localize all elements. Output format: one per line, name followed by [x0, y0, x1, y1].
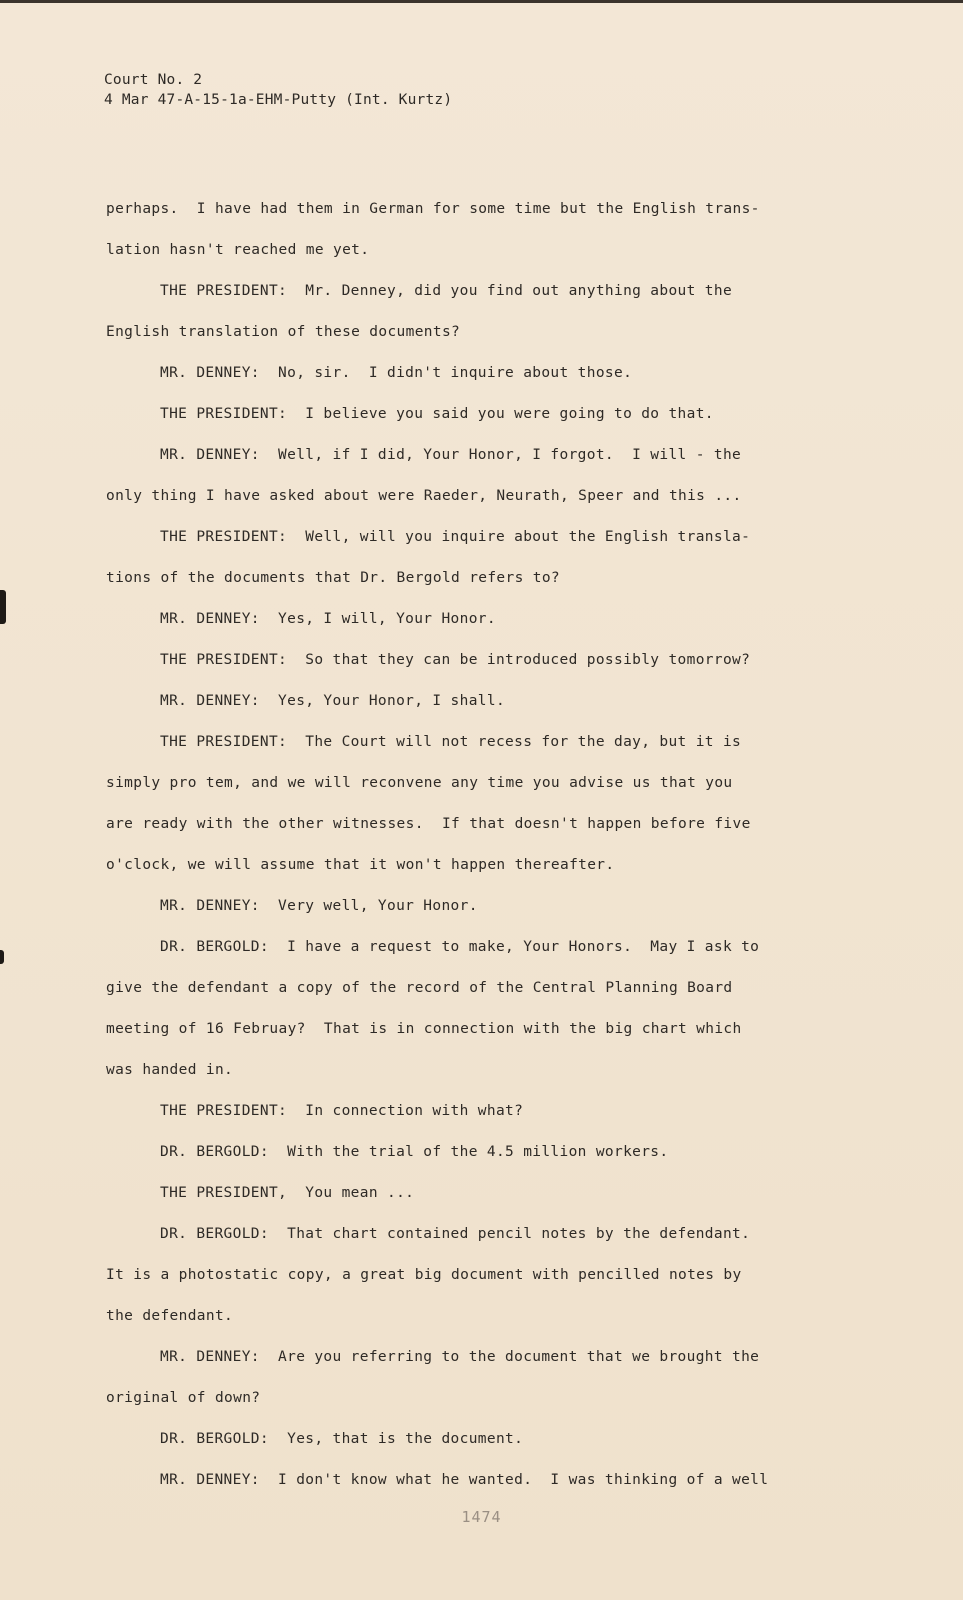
transcript-line: was handed in. — [106, 1062, 234, 1078]
transcript-line: the defendant. — [106, 1308, 234, 1324]
transcript-line: original of down? — [106, 1390, 261, 1406]
transcript-line: give the defendant a copy of the record of the Central Planning Board — [106, 980, 733, 996]
transcript-line: only thing I have asked about were Raeder, Neurath, Speer and this ... — [106, 488, 742, 504]
transcript-line: MR. DENNEY: Very well, Your Honor. — [160, 898, 478, 914]
transcript-line: MR. DENNEY: Yes, I will, Your Honor. — [160, 611, 496, 627]
transcript-line: DR. BERGOLD: That chart contained pencil notes by the defendant. — [160, 1226, 751, 1242]
transcript-line: MR. DENNEY: I don't know what he wanted. I was thinking of a well — [160, 1472, 769, 1488]
transcript-line: DR. BERGOLD: With the trial of the 4.5 million workers. — [160, 1144, 669, 1160]
court-number: Court No. 2 — [104, 72, 203, 88]
transcript-line: MR. DENNEY: Well, if I did, Your Honor, I forgot. I will - the — [160, 447, 742, 463]
transcript-line: THE PRESIDENT: In connection with what? — [160, 1103, 524, 1119]
document-reference: 4 Mar 47-A-15-1a-EHM-Putty (Int. Kurtz) — [104, 92, 453, 108]
transcript-line: o'clock, we will assume that it won't happen thereafter. — [106, 857, 615, 873]
transcript-line: It is a photostatic copy, a great big document with pencilled notes by — [106, 1267, 742, 1283]
transcript-line: lation hasn't reached me yet. — [106, 242, 370, 258]
transcript-line: English translation of these documents? — [106, 324, 461, 340]
transcript-line: MR. DENNEY: Are you referring to the document that we brought the — [160, 1349, 760, 1365]
transcript-line: are ready with the other witnesses. If that doesn't happen before five — [106, 816, 751, 832]
transcript-line: MR. DENNEY: Yes, Your Honor, I shall. — [160, 693, 506, 709]
transcript-line: MR. DENNEY: No, sir. I didn't inquire about those. — [160, 365, 633, 381]
transcript-line: THE PRESIDENT, You mean ... — [160, 1185, 415, 1201]
transcript-line: THE PRESIDENT: Well, will you inquire about the English transla- — [160, 529, 751, 545]
transcript-line: THE PRESIDENT: Mr. Denney, did you find out anything about the — [160, 283, 733, 299]
transcript-line: THE PRESIDENT: The Court will not recess for the day, but it is — [160, 734, 742, 750]
page-top-edge — [0, 0, 963, 3]
binding-mark — [0, 590, 6, 624]
transcript-line: DR. BERGOLD: I have a request to make, Your Honors. May I ask to — [160, 939, 760, 955]
transcript-line: simply pro tem, and we will reconvene any time you advise us that you — [106, 775, 733, 791]
transcript-body — [106, 189, 846, 1501]
page-number: 1474 — [461, 1508, 502, 1526]
transcript-line: tions of the documents that Dr. Bergold refers to? — [106, 570, 560, 586]
transcript-line: THE PRESIDENT: I believe you said you were going to do that. — [160, 406, 714, 422]
document-header — [104, 70, 452, 110]
transcript-line: DR. BERGOLD: Yes, that is the document. — [160, 1431, 524, 1447]
transcript-line: THE PRESIDENT: So that they can be introduced possibly tomorrow? — [160, 652, 751, 668]
transcript-line: perhaps. I have had them in German for some time but the English trans- — [106, 201, 760, 217]
binding-mark — [0, 950, 4, 964]
transcript-line: meeting of 16 Februay? That is in connection with the big chart which — [106, 1021, 742, 1037]
